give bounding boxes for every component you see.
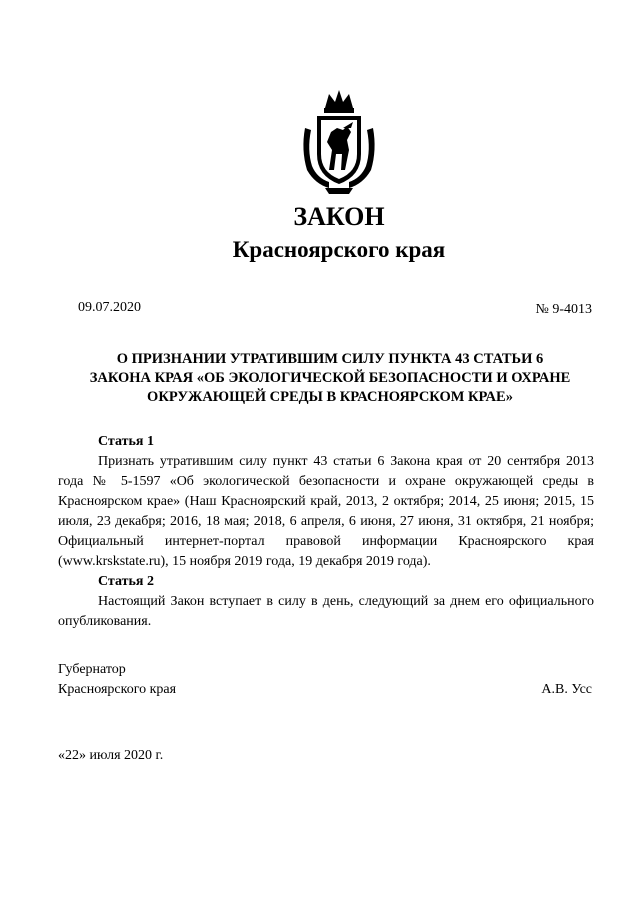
law-heading-line: О ПРИЗНАНИИ УТРАТИВШИМ СИЛУ ПУНКТА 43 СТАТЬИ 6 (116, 351, 544, 367)
article-text: Настоящий Закон вступает в силу в день, следующий за днем его официального опубликования. (58, 594, 594, 629)
law-heading-line: ЗАКОНА КРАЯ «ОБ ЭКОЛОГИЧЕСКОЙ БЕЗОПАСНОСТИ И ОХРАНЕ (89, 370, 571, 386)
signatory-role (58, 660, 176, 700)
article-2 (58, 572, 594, 632)
signature-date: «22» июля 2020 г. (58, 748, 164, 763)
coat-of-arms-icon (299, 88, 379, 196)
article-title: Статья 1 (98, 434, 154, 449)
document-subtitle: Красноярского края (232, 237, 446, 262)
signatory-name: А.В. Усс (541, 682, 592, 697)
signatory-role-line: Губернатор (58, 662, 126, 677)
law-heading (70, 350, 590, 407)
document-title: ЗАКОН (293, 202, 385, 231)
article-1 (58, 432, 594, 572)
document-date: 09.07.2020 (78, 300, 141, 315)
article-title: Статья 2 (98, 574, 154, 589)
document-number: № 9-4013 (535, 302, 592, 317)
signatory-role-line: Красноярского края (58, 682, 177, 697)
law-heading-line: ОКРУЖАЮЩЕЙ СРЕДЫ В КРАСНОЯРСКОМ КРАЕ» (147, 389, 513, 405)
article-text: Признать утратившим силу пункт 43 статьи 6 Закона края от 20 сентября 2013 года № 5-1597 «Об экологической безопасности и охране окружающей среды в Красноярском крае» (Наш Красноярский край, 2013, 2 октября; 2014, 25 июня; 2015, 15 июля, 23 декабря; 2016, 18 мая; 2018, 6 апреля, 6 июня, 27 июня, 31 октября, 21 ноября; Официальный интернет-портал правовой информации Красноярского края (www.krskstate.ru), 15 ноября 2019 года, 19 декабря 2019 года). (58, 454, 594, 569)
